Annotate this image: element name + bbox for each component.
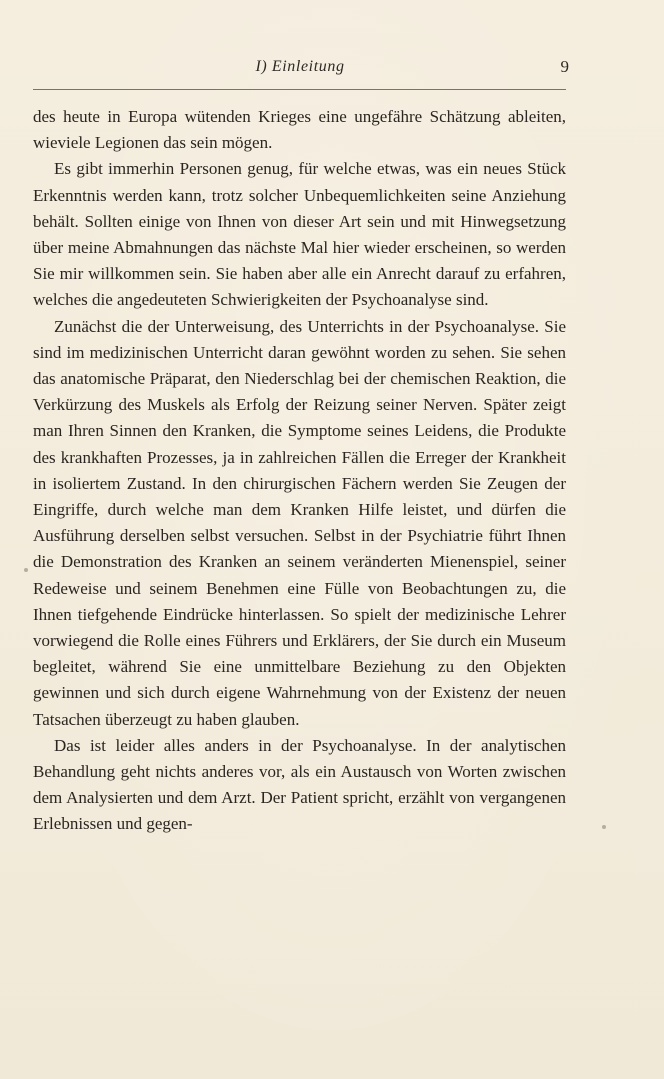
page-number: 9 (560, 57, 569, 76)
paragraph-3: Zunächst die der Unterweisung, des Unterrichts in der Psychoanalyse. Sie sind im medizinischen Unterricht daran gewöhnt worden zu sehen. Sie sehen das anatomische Präparat, den Niederschlag bei der chemischen Reaktion, die Verkürzung des Muskels als Erfolg der Reizung seiner Nerven. Später zeigt man Ihren Sinnen den Kranken, die Symptome seines Leidens, die Produkte des krankhaften Prozesses, ja in zahlreichen Fällen die Erreger der Krankheit in isoliertem Zustand. In den chirurgischen Fächern werden Sie Zeugen der Eingriffe, durch welche man dem Kranken Hilfe leistet, und dürfen die Ausführung derselben selbst versuchen. Selbst in der Psychiatrie führt Ihnen die Demonstration des Kranken an seinem veränderten Mienenspiel, seiner Redeweise und seinem Benehmen eine Fülle von Beobachtungen zu, die Ihnen tiefgehende Eindrücke hinterlassen. So spielt der medizinische Lehrer vorwiegend die Rolle eines Führers und Erklärers, der Sie durch ein Museum begleitet, während Sie eine unmittelbare Beziehung zu den Objekten gewinnen und sich durch eigene Wahrnehmung von der Existenz der neuen Tatsachen überzeugt zu haben glauben. (33, 316, 566, 729)
chapter-title: I) Einleitung (255, 58, 345, 75)
paragraph-1: des heute in Europa wütenden Krieges eine ungefähre Schätzung ableiten, wieviele Legionen das sein mögen. (33, 107, 566, 153)
body-text (33, 104, 566, 838)
page-header (33, 58, 567, 86)
header-rule (33, 89, 566, 90)
paragraph-2: Es gibt immerhin Personen genug, für welche etwas, was ein neues Stück Erkenntnis werden kann, trotz solcher Unbequemlichkeiten seine Anziehung behält. Sollten einige von Ihnen von dieser Art sein und mit Hinwegsetzung über meine Abmahnungen das nächste Mal hier wieder erscheinen, so werden Sie mir willkommen sein. Sie haben aber alle ein Anrecht darauf zu erfahren, welches die angedeuteten Schwierigkeiten der Psychoanalyse sind. (33, 159, 566, 310)
margin-mark-right (602, 825, 606, 829)
margin-mark-left (24, 568, 28, 572)
paragraph-4: Das ist leider alles anders in der Psychoanalyse. In der analytischen Behandlung geht nichts anderes vor, als ein Austausch von Worten zwischen dem Analysierten und dem Arzt. Der Patient spricht, erzählt von vergangenen Erlebnissen und gegen- (33, 735, 566, 834)
